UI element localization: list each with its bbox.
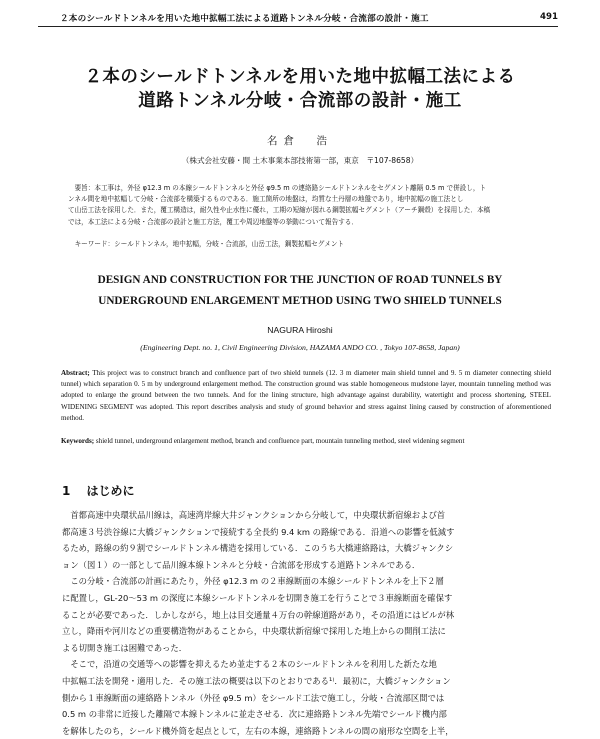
running-header-title: ２本のシールドトンネルを用いた地中拡幅工法による道路トンネル分岐・合流部の設計・施工 [60, 14, 429, 24]
keywords-japanese: キーワード：シールドトンネル，地中拡幅，分岐・合流部，山岳工法，鋼製拡幅セグメント [68, 240, 345, 248]
page-number: 491 [540, 12, 558, 22]
title-english-line-2: UNDERGROUND ENLARGEMENT METHOD USING TWO SHIELD TUNNELS [98, 295, 502, 307]
body-line: ることが必要であった．しかしながら，地上は目交通量４万台の幹線道路があり，その沿道にはビルが林 [62, 609, 455, 620]
abstract-english-label: Abstract; [61, 369, 90, 377]
title-japanese-line-2: 道路トンネル分岐・合流部の設計・施工 [138, 91, 462, 111]
section-number: 1 [62, 484, 71, 498]
affiliation-japanese: （株式会社安藤・間 土木事業本部技術第一部，東京 〒107-8658） [181, 156, 419, 165]
running-header [38, 12, 558, 27]
abstract-japanese [68, 183, 550, 228]
title-japanese [40, 65, 560, 113]
section-body [62, 507, 552, 739]
body-line: 0.5 m の非常に近接した離隔で本線トンネルに並走させる．次に連絡路トンネル先端でシールド機内部 [62, 709, 447, 720]
title-japanese-line-1: ２本のシールドトンネルを用いた地中拡幅工法による [84, 67, 516, 87]
abstract-english [61, 368, 551, 424]
body-line: 首都高速中央環状品川線は，高速湾岸線大井ジャンクションから分岐して，中央環状新宿線および首 [62, 510, 446, 520]
body-line: そこで，沿道の交通等への影響を抑えるため並走する２本のシールドトンネルを利用した新たな地 [62, 659, 437, 670]
body-line: るため，路線の約９割でシールドトンネル構造を採用している．このうち大橋連絡路は，大橋ジャンクシ [62, 543, 454, 554]
body-line: を解体したのち，シールド機外筒を起点として，左右の本線，連絡路トンネルの間の扇形な空間を上半， [62, 725, 454, 736]
body-line: この分岐・合流部の計画にあたり，外径 φ12.3 m の２車線断面の本線シールドトンネルを上下２層 [62, 576, 444, 587]
abstract-japanese-line-4: では，本工法による分岐・合流部の設計と施工方法，覆工や周辺地盤等の挙動について報告する． [68, 217, 358, 226]
affiliation-english: (Engineering Dept. no. 1, Civil Engineering Division, HAZAMA ANDO CO. , Tokyo 107-8658, Japan) [140, 343, 460, 352]
abstract-japanese-line-1: 要旨：本工事は，外径 φ12.3 m の本線シールドトンネルと外径 φ9.5 m の連絡路シールドトンネルをセグメント離隔 0.5 m で併設し，ト [68, 184, 487, 192]
section-heading [62, 482, 135, 499]
title-english [40, 270, 560, 312]
body-line: よる切開き施工は困難であった． [62, 642, 188, 653]
keywords-english [61, 436, 551, 447]
body-line: 都高速３号渋谷線に大橋ジャンクションで接続する全長約 9.4 km の路線である．沿道への影響を低減す [62, 526, 455, 537]
body-line: ョン（図１）の一部として品川線本線トンネルと分岐・合流部を形成する道路トンネルである． [62, 559, 421, 570]
title-english-line-1: DESIGN AND CONSTRUCTION FOR THE JUNCTION OF ROAD TUNNELS BY [97, 274, 503, 286]
abstract-japanese-line-2: ンネル間を地中拡幅して分岐・合流部を構築するものである．施工箇所の地盤は，均質な土丹層の地盤であり，地中拡幅の施工法とし [68, 195, 464, 204]
keywords-english-text: shield tunnel, underground enlargement method, branch and confluence part, mountain tunneling method, steel widening segment [95, 437, 465, 445]
author-japanese: 名倉 浩 [267, 135, 333, 147]
body-line: 立し，降雨や河川などの重要構造物があることから，中央環状新宿線で採用した地上からの開削工法に [62, 626, 446, 637]
keywords-english-label: Keywords; [61, 437, 95, 445]
section-title: はじめに [86, 484, 135, 498]
abstract-english-text: This project was to construct branch and confluence part of two shield tunnels (12. 3 m diameter main shield tunnel and 9. 5 m diameter connecting shield tunnel) which separation 0. 5 m by underground enlargement method. The construction ground was stable homogeneous mudstone layer, mountain tunneling method was adopted to enlarge the ground between the two tunnels. And for the lining structure, high advantage against durability, watertight and process shortening, STEEL WIDENING SEGMENT was adopted. This report describes analysis and study of ground behavior and stress against lining caused by construction of aforementioned method. [61, 369, 551, 422]
abstract-japanese-line-3: て山岳工法を採用した．また，覆工構造は，耐久性や止水性に優れ，工期の短縮が図れる鋼製拡幅セグメント（アーチ鋼殻）を採用した．本稿 [68, 206, 491, 215]
author-english: NAGURA Hiroshi [267, 325, 333, 335]
body-line: に配置し，GL-20～53 m の深度に本線シールドトンネルを切開き施工を行うことで３車線断面を確保す [62, 592, 453, 603]
body-line: 側から１車線断面の連絡路トンネル（外径 φ9.5 m）をシールド工法で施工し，分岐・合流部区間では [62, 692, 445, 703]
body-line: 中拡幅工法を開発・適用した．その施工法の概要は以下のとおりである¹⁾．最初に，大橋ジャンクション [62, 675, 451, 686]
